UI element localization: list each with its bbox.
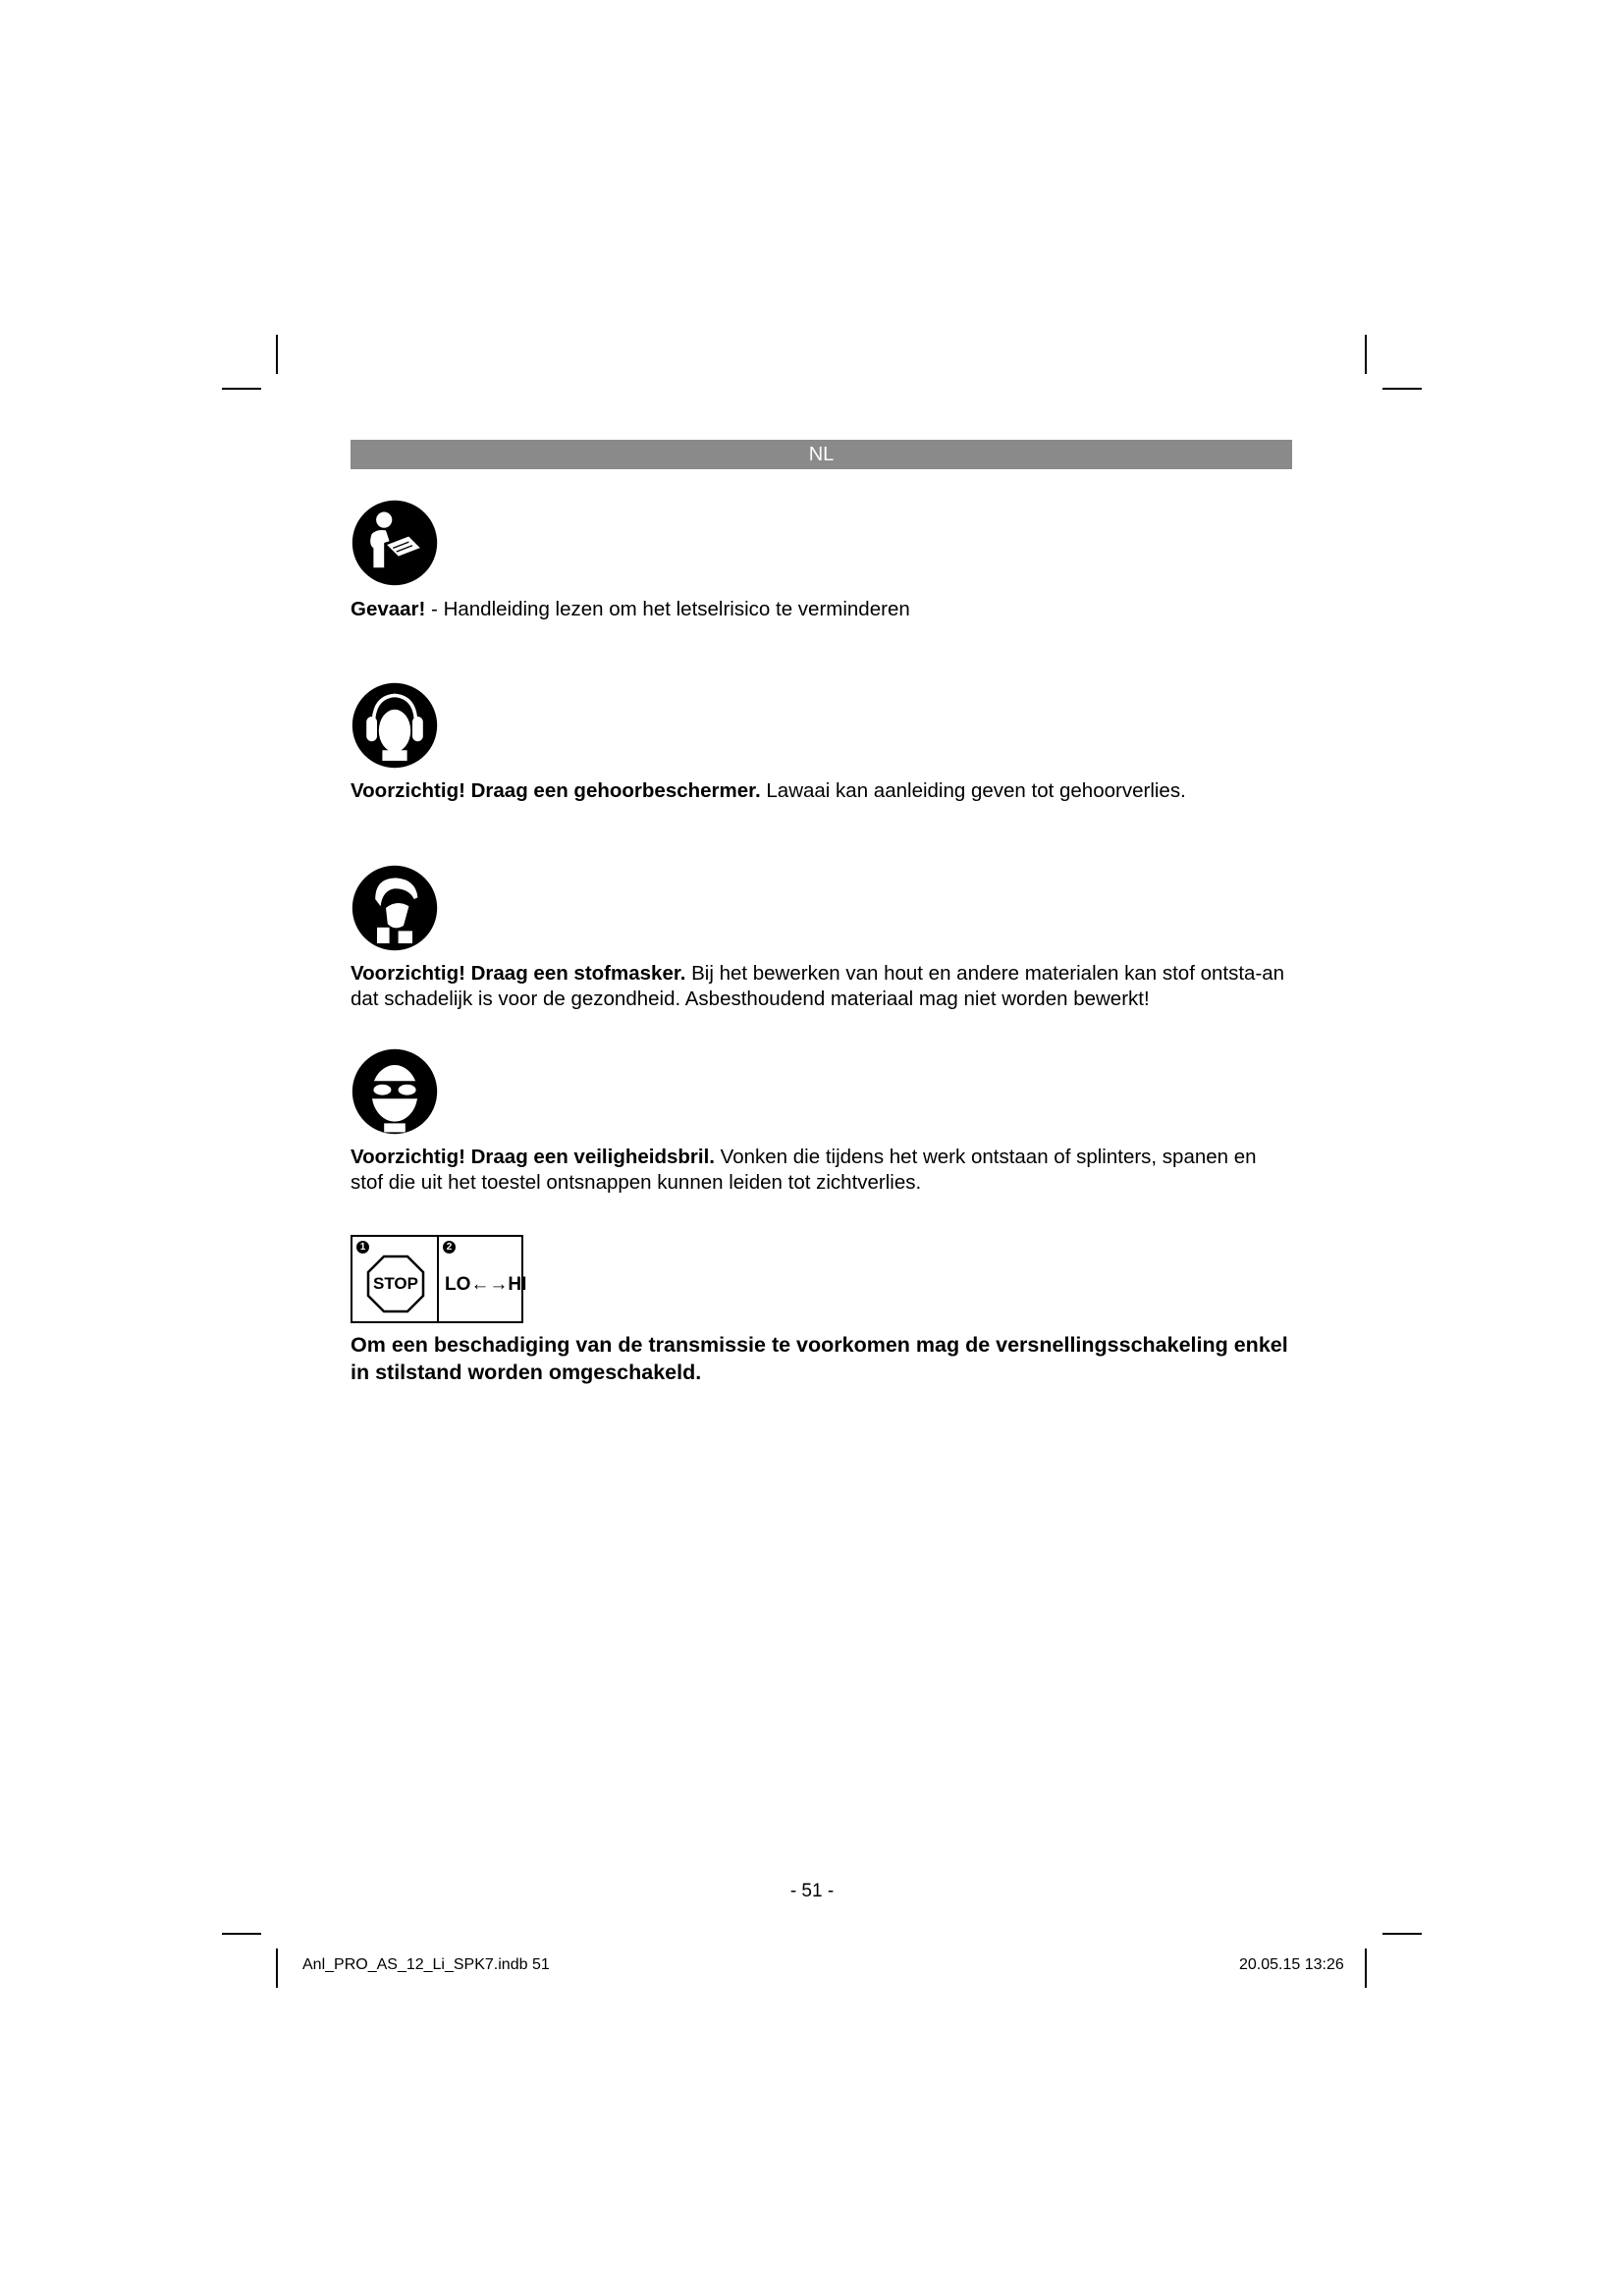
warning-text	[351, 778, 1293, 804]
stop-cell	[352, 1237, 439, 1321]
warning-text	[351, 1145, 1293, 1196]
page-number: - 51 -	[789, 1881, 835, 1901]
step-number: 1	[356, 1241, 369, 1254]
warning-bold: Voorzichtig! Draag een veiligheidsbril.	[351, 1146, 715, 1168]
dust-mask-icon	[351, 864, 439, 952]
crop-mark	[276, 1949, 278, 1988]
footer-file: Anl_PRO_AS_12_Li_SPK7.indb 51	[302, 1956, 550, 1973]
footer-datetime: 20.05.15 13:26	[1239, 1956, 1344, 1973]
transmission-notice: Om een beschadiging van de transmissie te voorkomen mag de versnellingsschakeling enkel in stilstand worden omgeschakeld.	[351, 1333, 1288, 1384]
crop-mark	[222, 1933, 261, 1935]
warning-bold: Gevaar!	[351, 598, 426, 620]
crop-mark	[222, 388, 261, 390]
warning-bold: Voorzichtig! Draag een stofmasker.	[351, 962, 686, 985]
warning-body: Lawaai kan aanleiding geven tot gehoorverlies.	[760, 779, 1186, 802]
gear-shift-pictogram	[351, 1235, 527, 1323]
warning-bold: Voorzichtig! Draag een gehoorbeschermer.	[351, 779, 761, 802]
language-header-bar: NL	[351, 440, 1292, 469]
crop-mark	[1382, 1933, 1422, 1935]
ear-protection-icon	[351, 681, 439, 770]
warning-body: Bij het bewerken van hout en andere materialen kan stof ontsta-an dat schadelijk is voor de gezondheid. Asbesthoudend materiaal mag niet worden bewerkt!	[351, 962, 1285, 1010]
crop-mark	[1382, 388, 1422, 390]
warning-body: - Handleiding lezen om het letselrisico te verminderen	[425, 598, 910, 620]
stop-label: STOP	[373, 1274, 418, 1293]
lo-hi-label: LO←→HI	[445, 1274, 527, 1295]
crop-mark	[1365, 335, 1367, 374]
warning-text	[351, 597, 1293, 622]
step-number: 2	[443, 1241, 456, 1254]
read-manual-icon	[351, 499, 439, 587]
crop-mark	[276, 335, 278, 374]
safety-goggles-icon	[351, 1047, 439, 1136]
warning-body: Vonken die tijdens het werk ontstaan of splinters, spanen en stof die uit het toestel ontsnappen kunnen leiden tot zichtverlies.	[351, 1146, 1257, 1194]
warning-text	[351, 961, 1293, 1012]
lo-hi-cell	[439, 1237, 527, 1321]
crop-mark	[1365, 1949, 1367, 1988]
